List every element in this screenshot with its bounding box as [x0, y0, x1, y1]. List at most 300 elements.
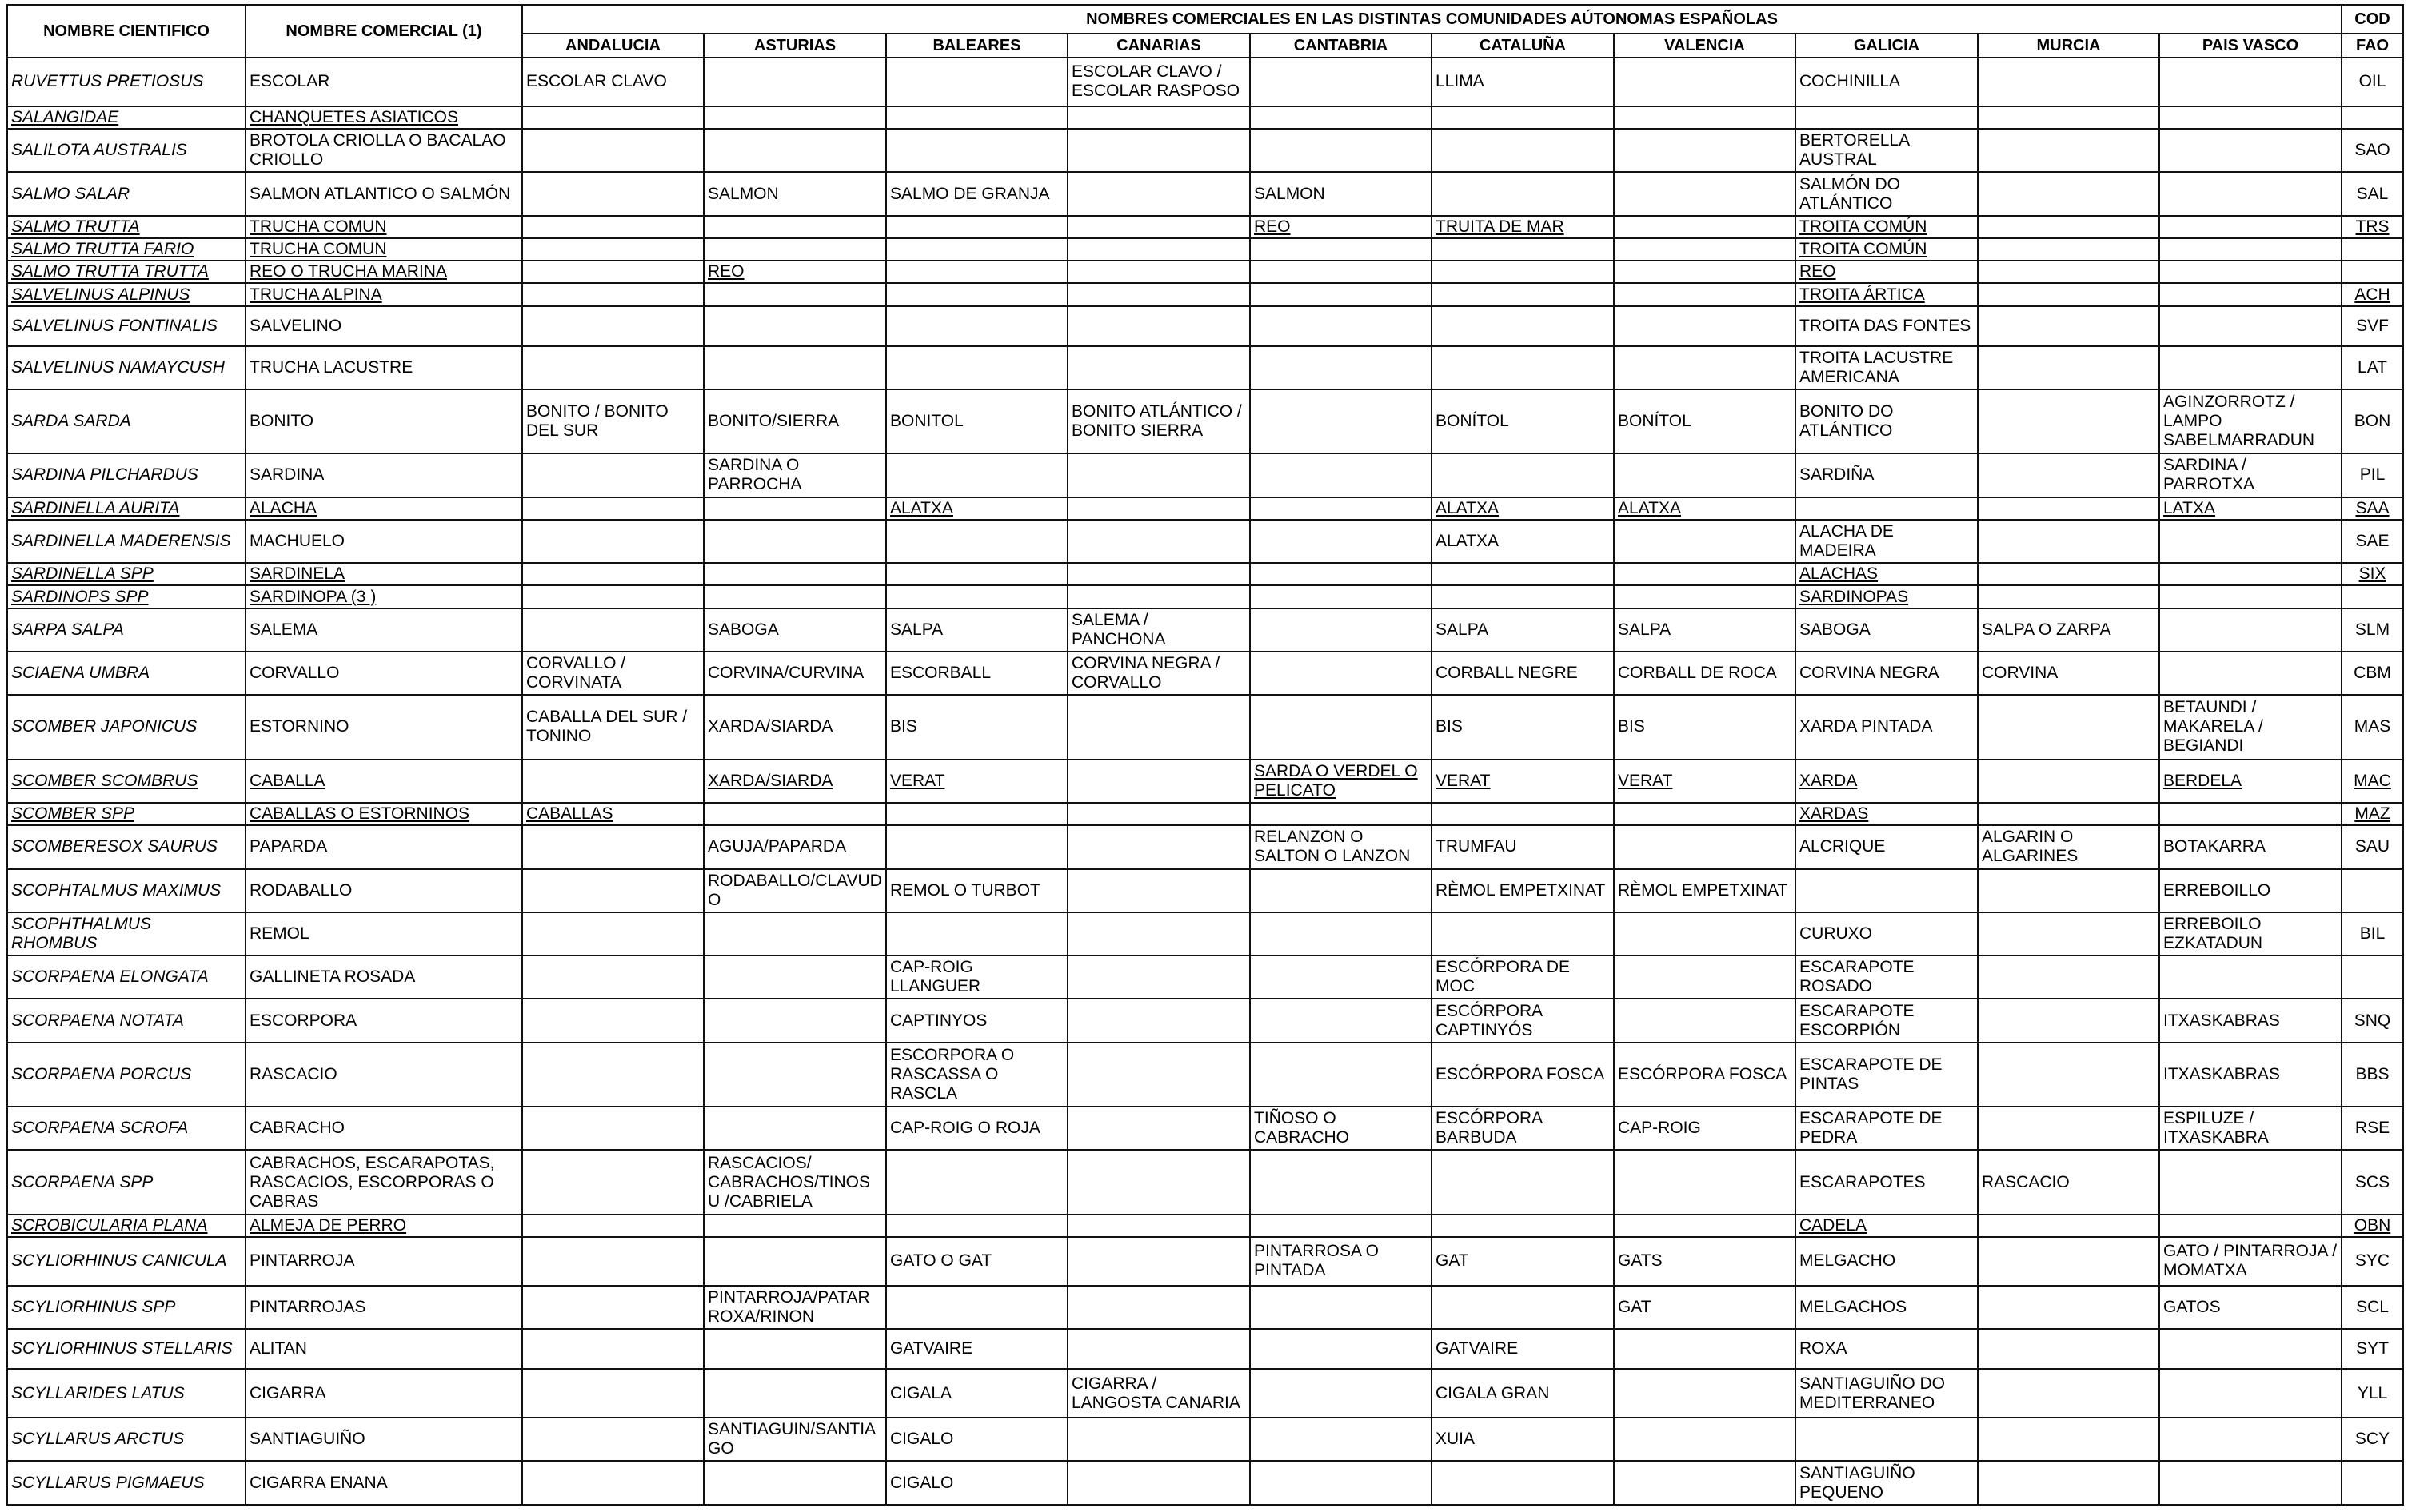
- region-name-cell: [2159, 306, 2342, 346]
- region-name-cell: [1978, 955, 2159, 999]
- region-name-cell: [886, 306, 1068, 346]
- region-name-cell: RODABALLO/CLAVUDO: [704, 869, 886, 912]
- region-name-cell: ITXASKABRAS: [2159, 1043, 2342, 1107]
- fao-code-cell: SAU: [2342, 825, 2403, 868]
- region-name-cell: TROITA ÁRTICA: [1795, 283, 1978, 305]
- region-name-cell: [1978, 58, 2159, 106]
- header-region: MURCIA: [1978, 34, 2159, 58]
- region-name-cell: [2159, 1418, 2342, 1461]
- region-name-cell: [1614, 520, 1795, 563]
- scientific-name-cell: SCYLIORHINUS CANICULA: [7, 1237, 246, 1286]
- region-name-cell: BONITO/SIERRA: [704, 389, 886, 453]
- region-name-cell: GAT: [1614, 1286, 1795, 1329]
- table-body: [7, 58, 2403, 1505]
- scientific-name-cell: SALILOTA AUSTRALIS: [7, 129, 246, 172]
- commercial-name-cell: TRUCHA COMUN: [246, 238, 522, 261]
- region-name-cell: SANTIAGUIN/SANTIAGO: [704, 1418, 886, 1461]
- table-row: [7, 106, 2403, 129]
- region-name-cell: ESCARAPOTE ESCORPIÓN: [1795, 999, 1978, 1042]
- region-name-cell: ITXASKABRAS: [2159, 999, 2342, 1042]
- region-name-cell: [1614, 999, 1795, 1042]
- region-name-cell: ALGARIN O ALGARINES: [1978, 825, 2159, 868]
- scientific-name-cell: SALMO SALAR: [7, 172, 246, 215]
- region-name-cell: [1250, 695, 1432, 759]
- scientific-name-cell: SARDINELLA AURITA: [7, 497, 246, 520]
- scientific-name-cell: SARDINA PILCHARDUS: [7, 453, 246, 497]
- region-name-cell: [1068, 172, 1250, 215]
- region-name-cell: [1432, 306, 1614, 346]
- region-name-cell: LLIMA: [1432, 58, 1614, 106]
- region-name-cell: GATO O GAT: [886, 1237, 1068, 1286]
- region-name-cell: SALMON: [704, 172, 886, 215]
- region-name-cell: [1978, 497, 2159, 520]
- region-name-cell: [886, 453, 1068, 497]
- region-name-cell: [704, 520, 886, 563]
- region-name-cell: [1432, 453, 1614, 497]
- region-name-cell: RASCACIOS/ CABRACHOS/TINOSU /CABRIELA: [704, 1150, 886, 1214]
- region-name-cell: [1250, 283, 1432, 305]
- commercial-name-cell: ALITAN: [246, 1329, 522, 1369]
- table-row: [7, 58, 2403, 106]
- region-name-cell: CIGALO: [886, 1418, 1068, 1461]
- table-row: [7, 1237, 2403, 1286]
- region-name-cell: [2159, 58, 2342, 106]
- region-name-cell: [886, 1215, 1068, 1237]
- region-name-cell: [1432, 261, 1614, 283]
- region-name-cell: [704, 1107, 886, 1150]
- commercial-name-cell: SALEMA: [246, 608, 522, 652]
- region-name-cell: [522, 999, 704, 1042]
- table-row: [7, 238, 2403, 261]
- region-name-cell: [522, 346, 704, 389]
- region-name-cell: [2159, 129, 2342, 172]
- region-name-cell: [1978, 520, 2159, 563]
- region-name-cell: [886, 563, 1068, 585]
- region-name-cell: [886, 1150, 1068, 1214]
- region-name-cell: [704, 58, 886, 106]
- scientific-name-cell: RUVETTUS PRETIOSUS: [7, 58, 246, 106]
- fao-code-cell: YLL: [2342, 1369, 2403, 1418]
- region-name-cell: [2159, 283, 2342, 305]
- region-name-cell: [1068, 912, 1250, 955]
- region-name-cell: [1250, 453, 1432, 497]
- region-name-cell: [886, 238, 1068, 261]
- species-names-table: [6, 4, 2404, 1506]
- scientific-name-cell: SCOPHTHALMUS RHOMBUS: [7, 912, 246, 955]
- region-name-cell: CABALLAS: [522, 803, 704, 825]
- table-row: [7, 1329, 2403, 1369]
- region-name-cell: [1250, 497, 1432, 520]
- header-region: VALENCIA: [1614, 34, 1795, 58]
- header-scientific-name: NOMBRE CIENTIFICO: [7, 5, 246, 58]
- header-region: BALEARES: [886, 34, 1068, 58]
- region-name-cell: PINTARROJA/PATAR ROXA/RINON: [704, 1286, 886, 1329]
- region-name-cell: [1250, 563, 1432, 585]
- region-name-cell: GATS: [1614, 1237, 1795, 1286]
- region-name-cell: ALATXA: [1432, 520, 1614, 563]
- region-name-cell: [1795, 1418, 1978, 1461]
- region-name-cell: ESCORBALL: [886, 652, 1068, 695]
- region-name-cell: [1432, 283, 1614, 305]
- fao-code-cell: CBM: [2342, 652, 2403, 695]
- commercial-name-cell: GALLINETA ROSADA: [246, 955, 522, 999]
- region-name-cell: [2159, 1461, 2342, 1505]
- region-name-cell: GATVAIRE: [1432, 1329, 1614, 1369]
- header-commercial-name: NOMBRE COMERCIAL (1): [246, 5, 522, 58]
- commercial-name-cell: PINTARROJA: [246, 1237, 522, 1286]
- scientific-name-cell: SARPA SALPA: [7, 608, 246, 652]
- scientific-name-cell: SCOMBER SPP: [7, 803, 246, 825]
- table-row: [7, 912, 2403, 955]
- fao-code-cell: SAE: [2342, 520, 2403, 563]
- region-name-cell: SARDINOPAS: [1795, 585, 1978, 608]
- table-row: [7, 1418, 2403, 1461]
- region-name-cell: [522, 1369, 704, 1418]
- scientific-name-cell: SCOMBERESOX SAURUS: [7, 825, 246, 868]
- region-name-cell: [1795, 106, 1978, 129]
- region-name-cell: [1978, 1329, 2159, 1369]
- region-name-cell: [1250, 346, 1432, 389]
- region-name-cell: XARDA PINTADA: [1795, 695, 1978, 759]
- fao-code-cell: SAA: [2342, 497, 2403, 520]
- region-name-cell: [2159, 346, 2342, 389]
- region-name-cell: [704, 1369, 886, 1418]
- region-name-cell: [1250, 869, 1432, 912]
- region-name-cell: [522, 563, 704, 585]
- region-name-cell: [886, 803, 1068, 825]
- region-name-cell: [886, 912, 1068, 955]
- region-name-cell: [1614, 453, 1795, 497]
- commercial-name-cell: CIGARRA: [246, 1369, 522, 1418]
- region-name-cell: [1068, 453, 1250, 497]
- region-name-cell: SALEMA / PANCHONA: [1068, 608, 1250, 652]
- region-name-cell: [1432, 346, 1614, 389]
- region-name-cell: [1250, 955, 1432, 999]
- region-name-cell: SALPA: [1614, 608, 1795, 652]
- table-row: [7, 825, 2403, 868]
- region-name-cell: ALACHA DE MADEIRA: [1795, 520, 1978, 563]
- region-name-cell: BERTORELLA AUSTRAL: [1795, 129, 1978, 172]
- fao-code-cell: SCS: [2342, 1150, 2403, 1214]
- region-name-cell: [1614, 58, 1795, 106]
- region-name-cell: CIGALO: [886, 1461, 1068, 1505]
- region-name-cell: [704, 912, 886, 955]
- table-row: [7, 261, 2403, 283]
- commercial-name-cell: ALMEJA DE PERRO: [246, 1215, 522, 1237]
- region-name-cell: BONITOL: [886, 389, 1068, 453]
- fao-code-cell: RSE: [2342, 1107, 2403, 1150]
- region-name-cell: [522, 306, 704, 346]
- region-name-cell: [1978, 585, 2159, 608]
- region-name-cell: [2159, 172, 2342, 215]
- region-name-cell: [1068, 283, 1250, 305]
- commercial-name-cell: SARDINELA: [246, 563, 522, 585]
- region-name-cell: [1978, 306, 2159, 346]
- region-name-cell: TROITA COMÚN: [1795, 216, 1978, 238]
- region-name-cell: [522, 1418, 704, 1461]
- region-name-cell: [1068, 497, 1250, 520]
- region-name-cell: CAPTINYOS: [886, 999, 1068, 1042]
- region-name-cell: [2159, 261, 2342, 283]
- commercial-name-cell: BROTOLA CRIOLLA O BACALAO CRIOLLO: [246, 129, 522, 172]
- scientific-name-cell: SCYLIORHINUS SPP: [7, 1286, 246, 1329]
- region-name-cell: BIS: [1614, 695, 1795, 759]
- region-name-cell: CAP-ROIG LLANGUER: [886, 955, 1068, 999]
- table-row: [7, 1150, 2403, 1214]
- region-name-cell: [1614, 955, 1795, 999]
- region-name-cell: [1068, 1043, 1250, 1107]
- region-name-cell: [1068, 563, 1250, 585]
- region-name-cell: BIS: [1432, 695, 1614, 759]
- region-name-cell: [1614, 1215, 1795, 1237]
- table-row: [7, 1286, 2403, 1329]
- region-name-cell: [1068, 803, 1250, 825]
- region-name-cell: [1432, 585, 1614, 608]
- region-name-cell: SALMO DE GRANJA: [886, 172, 1068, 215]
- commercial-name-cell: CORVALLO: [246, 652, 522, 695]
- region-name-cell: ESCORPORA O RASCASSA O RASCLA: [886, 1043, 1068, 1107]
- region-name-cell: [522, 106, 704, 129]
- region-name-cell: [704, 216, 886, 238]
- commercial-name-cell: PAPARDA: [246, 825, 522, 868]
- scientific-name-cell: SCORPAENA SCROFA: [7, 1107, 246, 1150]
- region-name-cell: SALMON: [1250, 172, 1432, 215]
- commercial-name-cell: CABALLA: [246, 760, 522, 803]
- fao-code-cell: LAT: [2342, 346, 2403, 389]
- region-name-cell: [1614, 585, 1795, 608]
- fao-code-cell: SVF: [2342, 306, 2403, 346]
- region-name-cell: ERREBOILO EZKATADUN: [2159, 912, 2342, 955]
- region-name-cell: [1614, 825, 1795, 868]
- region-name-cell: [1432, 1150, 1614, 1214]
- region-name-cell: [704, 238, 886, 261]
- region-name-cell: ESPILUZE / ITXASKABRA: [2159, 1107, 2342, 1150]
- scientific-name-cell: SCIAENA UMBRA: [7, 652, 246, 695]
- region-name-cell: [2159, 803, 2342, 825]
- region-name-cell: [1250, 652, 1432, 695]
- region-name-cell: [522, 1461, 704, 1505]
- fao-code-cell: SYC: [2342, 1237, 2403, 1286]
- region-name-cell: [886, 520, 1068, 563]
- region-name-cell: [1978, 912, 2159, 955]
- fao-code-cell: OBN: [2342, 1215, 2403, 1237]
- region-name-cell: [704, 283, 886, 305]
- region-name-cell: [1068, 238, 1250, 261]
- region-name-cell: ALATXA: [886, 497, 1068, 520]
- table-row: [7, 652, 2403, 695]
- commercial-name-cell: TRUCHA ALPINA: [246, 283, 522, 305]
- region-name-cell: [1068, 1107, 1250, 1150]
- fao-code-cell: BIL: [2342, 912, 2403, 955]
- region-name-cell: [522, 1286, 704, 1329]
- region-name-cell: [522, 912, 704, 955]
- region-name-cell: [704, 955, 886, 999]
- region-name-cell: SABOGA: [704, 608, 886, 652]
- commercial-name-cell: PINTARROJAS: [246, 1286, 522, 1329]
- region-name-cell: SANTIAGUIÑO PEQUENO: [1795, 1461, 1978, 1505]
- table-row: [7, 695, 2403, 759]
- region-name-cell: [704, 1461, 886, 1505]
- region-name-cell: [1978, 129, 2159, 172]
- fao-code-cell: BBS: [2342, 1043, 2403, 1107]
- region-name-cell: [1432, 238, 1614, 261]
- region-name-cell: ERREBOILLO: [2159, 869, 2342, 912]
- scientific-name-cell: SCROBICULARIA PLANA: [7, 1215, 246, 1237]
- region-name-cell: REO: [1795, 261, 1978, 283]
- header-region: ANDALUCIA: [522, 34, 704, 58]
- region-name-cell: [1614, 283, 1795, 305]
- region-name-cell: AGUJA/PAPARDA: [704, 825, 886, 868]
- region-name-cell: [2159, 608, 2342, 652]
- region-name-cell: [1250, 1461, 1432, 1505]
- region-name-cell: [886, 346, 1068, 389]
- region-name-cell: COCHINILLA: [1795, 58, 1978, 106]
- table-row: [7, 172, 2403, 215]
- region-name-cell: [1614, 1369, 1795, 1418]
- region-name-cell: ALACHAS: [1795, 563, 1978, 585]
- region-name-cell: [1068, 346, 1250, 389]
- commercial-name-cell: RODABALLO: [246, 869, 522, 912]
- region-name-cell: ESCOLAR CLAVO: [522, 58, 704, 106]
- region-name-cell: [1068, 1150, 1250, 1214]
- region-name-cell: BETAUNDI / MAKARELA / BEGIANDI: [2159, 695, 2342, 759]
- region-name-cell: CORBALL DE ROCA: [1614, 652, 1795, 695]
- region-name-cell: [1614, 261, 1795, 283]
- region-name-cell: TROITA DAS FONTES: [1795, 306, 1978, 346]
- region-name-cell: ESCARAPOTE DE PINTAS: [1795, 1043, 1978, 1107]
- region-name-cell: [2159, 1150, 2342, 1214]
- region-name-cell: [1978, 283, 2159, 305]
- header-region: CANTABRIA: [1250, 34, 1432, 58]
- region-name-cell: VERAT: [1432, 760, 1614, 803]
- table-row: [7, 1215, 2403, 1237]
- region-name-cell: [2159, 106, 2342, 129]
- table-row: [7, 1461, 2403, 1505]
- commercial-name-cell: MACHUELO: [246, 520, 522, 563]
- commercial-name-cell: SARDINA: [246, 453, 522, 497]
- region-name-cell: [1250, 585, 1432, 608]
- region-name-cell: VERAT: [886, 760, 1068, 803]
- region-name-cell: TRUMFAU: [1432, 825, 1614, 868]
- region-name-cell: [1432, 1286, 1614, 1329]
- region-name-cell: [1068, 1418, 1250, 1461]
- region-name-cell: REMOL O TURBOT: [886, 869, 1068, 912]
- region-name-cell: [1978, 106, 2159, 129]
- fao-code-cell: MAS: [2342, 695, 2403, 759]
- scientific-name-cell: SALVELINUS ALPINUS: [7, 283, 246, 305]
- fao-code-cell: PIL: [2342, 453, 2403, 497]
- region-name-cell: [1250, 1150, 1432, 1214]
- commercial-name-cell: CABRACHOS, ESCARAPOTAS, RASCACIOS, ESCORPORAS O CABRAS: [246, 1150, 522, 1214]
- scientific-name-cell: SCORPAENA NOTATA: [7, 999, 246, 1042]
- scientific-name-cell: SCYLLARUS ARCTUS: [7, 1418, 246, 1461]
- region-name-cell: [1432, 1461, 1614, 1505]
- region-name-cell: ESCÓRPORA FOSCA: [1432, 1043, 1614, 1107]
- region-name-cell: AGINZORROTZ / LAMPO SABELMARRADUN: [2159, 389, 2342, 453]
- region-name-cell: [1250, 999, 1432, 1042]
- region-name-cell: ALATXA: [1614, 497, 1795, 520]
- commercial-name-cell: REMOL: [246, 912, 522, 955]
- region-name-cell: [886, 585, 1068, 608]
- region-name-cell: [704, 585, 886, 608]
- fao-code-cell: [2342, 955, 2403, 999]
- region-name-cell: [522, 129, 704, 172]
- region-name-cell: [1432, 803, 1614, 825]
- region-name-cell: [522, 608, 704, 652]
- commercial-name-cell: ESCORPORA: [246, 999, 522, 1042]
- region-name-cell: [2159, 585, 2342, 608]
- fao-code-cell: [2342, 585, 2403, 608]
- region-name-cell: [886, 106, 1068, 129]
- fao-code-cell: SAO: [2342, 129, 2403, 172]
- region-name-cell: [1432, 912, 1614, 955]
- region-name-cell: [522, 869, 704, 912]
- region-name-cell: RÈMOL EMPETXINAT: [1432, 869, 1614, 912]
- region-name-cell: [1250, 238, 1432, 261]
- region-name-cell: [2159, 238, 2342, 261]
- region-name-cell: BERDELA: [2159, 760, 2342, 803]
- region-name-cell: [1614, 129, 1795, 172]
- region-name-cell: ESCÓRPORA BARBUDA: [1432, 1107, 1614, 1150]
- fao-code-cell: SAL: [2342, 172, 2403, 215]
- region-name-cell: ESCÓRPORA CAPTINYÓS: [1432, 999, 1614, 1042]
- region-name-cell: [1068, 695, 1250, 759]
- region-name-cell: [1978, 1369, 2159, 1418]
- region-name-cell: ESCARAPOTES: [1795, 1150, 1978, 1214]
- header-fao: FAO: [2342, 34, 2403, 58]
- region-name-cell: REO: [1250, 216, 1432, 238]
- region-name-cell: [1068, 1286, 1250, 1329]
- region-name-cell: [522, 1107, 704, 1150]
- region-name-cell: CORVINA NEGRA: [1795, 652, 1978, 695]
- region-name-cell: [886, 825, 1068, 868]
- region-name-cell: CABALLA DEL SUR / TONINO: [522, 695, 704, 759]
- region-name-cell: ESCOLAR CLAVO / ESCOLAR RASPOSO: [1068, 58, 1250, 106]
- scientific-name-cell: SCYLIORHINUS STELLARIS: [7, 1329, 246, 1369]
- commercial-name-cell: TRUCHA LACUSTRE: [246, 346, 522, 389]
- region-name-cell: [704, 129, 886, 172]
- fao-code-cell: ACH: [2342, 283, 2403, 305]
- fao-code-cell: BON: [2342, 389, 2403, 453]
- region-name-cell: [704, 1237, 886, 1286]
- table-row: [7, 803, 2403, 825]
- region-name-cell: [704, 803, 886, 825]
- region-name-cell: [1068, 106, 1250, 129]
- table-row: [7, 346, 2403, 389]
- region-name-cell: [522, 453, 704, 497]
- region-name-cell: [1068, 520, 1250, 563]
- commercial-name-cell: ESTORNINO: [246, 695, 522, 759]
- region-name-cell: [704, 306, 886, 346]
- region-name-cell: ROXA: [1795, 1329, 1978, 1369]
- fao-code-cell: [2342, 106, 2403, 129]
- commercial-name-cell: ESCOLAR: [246, 58, 522, 106]
- table-row: [7, 1043, 2403, 1107]
- region-name-cell: TIÑOSO O CABRACHO: [1250, 1107, 1432, 1150]
- region-name-cell: CADELA: [1795, 1215, 1978, 1237]
- commercial-name-cell: CABALLAS O ESTORNINOS: [246, 803, 522, 825]
- region-name-cell: RASCACIO: [1978, 1150, 2159, 1214]
- region-name-cell: [522, 216, 704, 238]
- region-name-cell: [886, 216, 1068, 238]
- region-name-cell: GATO / PINTARROJA / MOMATXA: [2159, 1237, 2342, 1286]
- table-row: [7, 1107, 2403, 1150]
- commercial-name-cell: SANTIAGUIÑO: [246, 1418, 522, 1461]
- table-row: [7, 1369, 2403, 1418]
- fao-code-cell: [2342, 869, 2403, 912]
- region-name-cell: [1614, 172, 1795, 215]
- region-name-cell: [1250, 106, 1432, 129]
